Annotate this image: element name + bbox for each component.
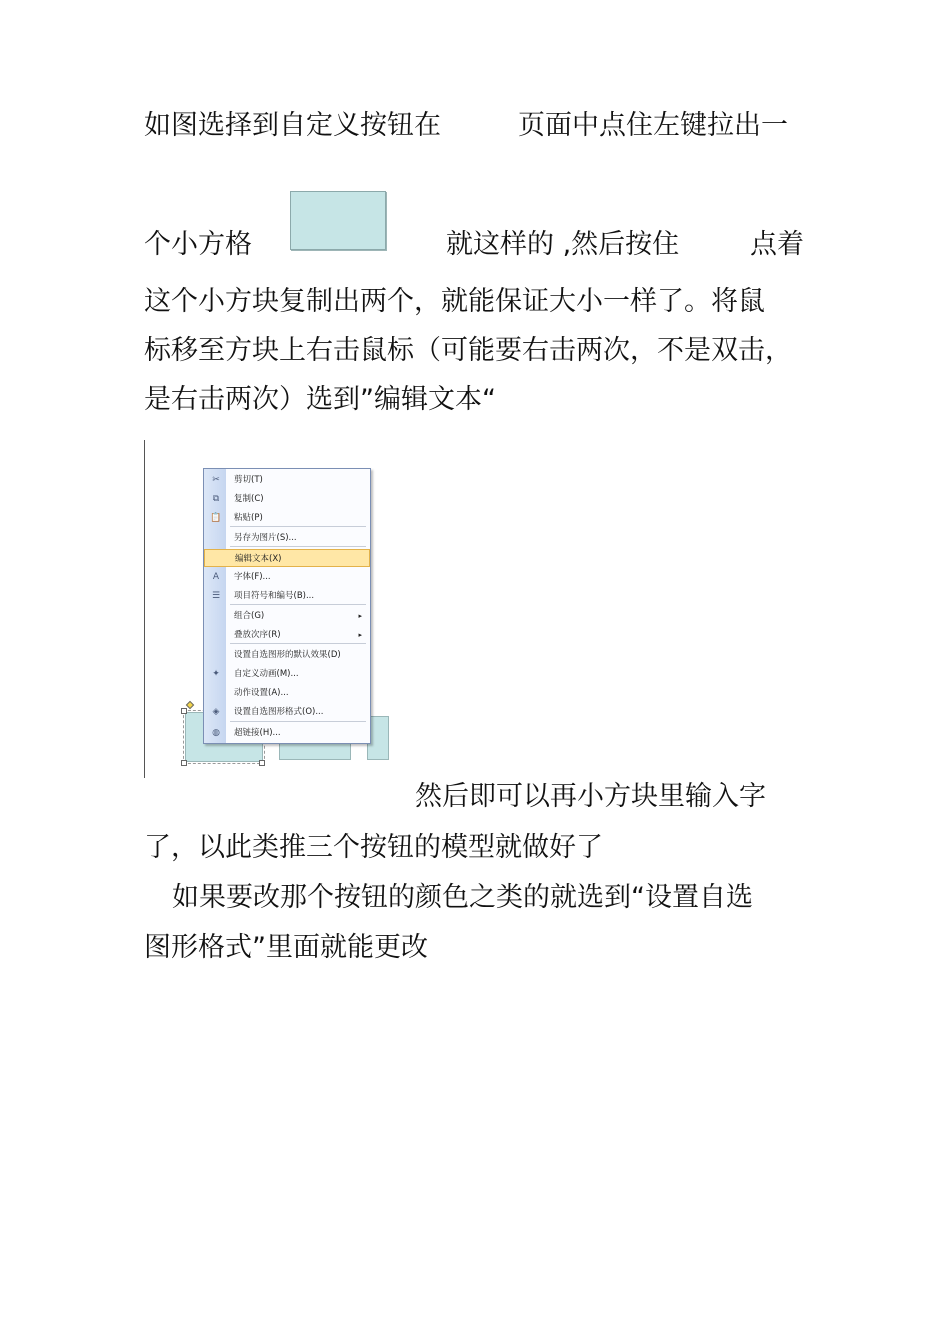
menu-item[interactable]: [204, 684, 370, 702]
text-line-6: 然后即可以再小方块里输入字: [415, 781, 766, 812]
menu-item-label: 组合(G): [234, 611, 265, 621]
menu-item-icon: ☰: [211, 591, 221, 601]
demo-square-shape: [290, 191, 386, 250]
menu-item-label: 叠放次序(R): [234, 630, 281, 640]
menu-item[interactable]: [204, 665, 370, 683]
menu-item[interactable]: [204, 490, 370, 508]
text-line-5: 是右击两次）选到”编辑文本“: [144, 384, 496, 415]
menu-item[interactable]: [204, 529, 370, 547]
menu-separator: [230, 546, 366, 547]
text-line-1: [144, 109, 441, 143]
menu-separator: [230, 604, 366, 605]
menu-item-label: 字体(F)...: [234, 572, 271, 582]
menu-item[interactable]: [204, 703, 370, 721]
menu-item-label: 粘贴(P): [234, 513, 263, 523]
text-line-2: [144, 228, 252, 262]
menu-item[interactable]: [204, 549, 370, 567]
text-segment: 点着: [750, 229, 804, 260]
menu-item[interactable]: [204, 607, 370, 625]
text-segment: 个小方格: [144, 229, 252, 260]
menu-item-label: 项目符号和编号(B)...: [234, 591, 315, 601]
menu-separator: [230, 643, 366, 644]
menu-item-label: 设置自选图形格式(O)...: [234, 707, 324, 717]
menu-item[interactable]: [204, 724, 370, 742]
menu-item-icon: ✦: [212, 669, 220, 679]
menu-item[interactable]: [204, 587, 370, 605]
menu-item-label: 剪切(T): [234, 475, 263, 485]
context-menu: [203, 468, 371, 744]
submenu-arrow-icon: ▸: [358, 631, 362, 639]
resize-handle: [259, 760, 265, 766]
text-line-3: 这个小方块复制出两个，就能保证大小一样了。将鼠: [144, 286, 765, 317]
menu-item[interactable]: [204, 626, 370, 644]
menu-item-label: 另存为图片(S)...: [234, 533, 297, 543]
rotate-handle: [186, 701, 194, 709]
menu-item-label: 编辑文本(X): [235, 554, 282, 564]
menu-item-icon: ⧉: [212, 494, 220, 504]
menu-item-label: 自定义动画(M)...: [234, 669, 299, 679]
text-segment: 页面中点住左键拉出一: [518, 110, 788, 141]
menu-item[interactable]: [204, 471, 370, 489]
text-segment: 如图选择到自定义按钮在: [144, 110, 441, 141]
menu-item-icon: ◈: [212, 707, 220, 717]
text-segment: 就这样的 ,然后按住: [446, 229, 680, 260]
submenu-arrow-icon: ▸: [358, 612, 362, 620]
resize-handle: [181, 708, 187, 714]
menu-item[interactable]: [204, 509, 370, 527]
text-line-9: 图形格式”里面就能更改: [144, 932, 428, 963]
text-line-4: 标移至方块上右击鼠标（可能要右击两次，不是双击，: [144, 335, 792, 366]
menu-item-label: 复制(C): [234, 494, 264, 504]
menu-separator: [230, 721, 366, 722]
text-line-7: 了，以此类推三个按钮的模型就做好了: [144, 832, 603, 863]
resize-handle: [181, 760, 187, 766]
menu-separator: [230, 526, 366, 527]
context-menu-screenshot: [144, 440, 395, 778]
menu-item-icon: ◍: [212, 728, 220, 738]
menu-item-icon: ✂: [212, 475, 220, 485]
menu-item-label: 设置自选图形的默认效果(D): [234, 650, 341, 660]
menu-item[interactable]: [204, 568, 370, 586]
menu-item-icon: 📋: [210, 513, 222, 523]
menu-item-label: 超链接(H)...: [234, 728, 281, 738]
menu-item-label: 动作设置(A)...: [234, 688, 289, 698]
menu-item[interactable]: [204, 646, 370, 664]
menu-item-icon: A: [212, 572, 220, 582]
text-line-8: 如果要改那个按钮的颜色之类的就选到“设置自选: [172, 882, 753, 913]
